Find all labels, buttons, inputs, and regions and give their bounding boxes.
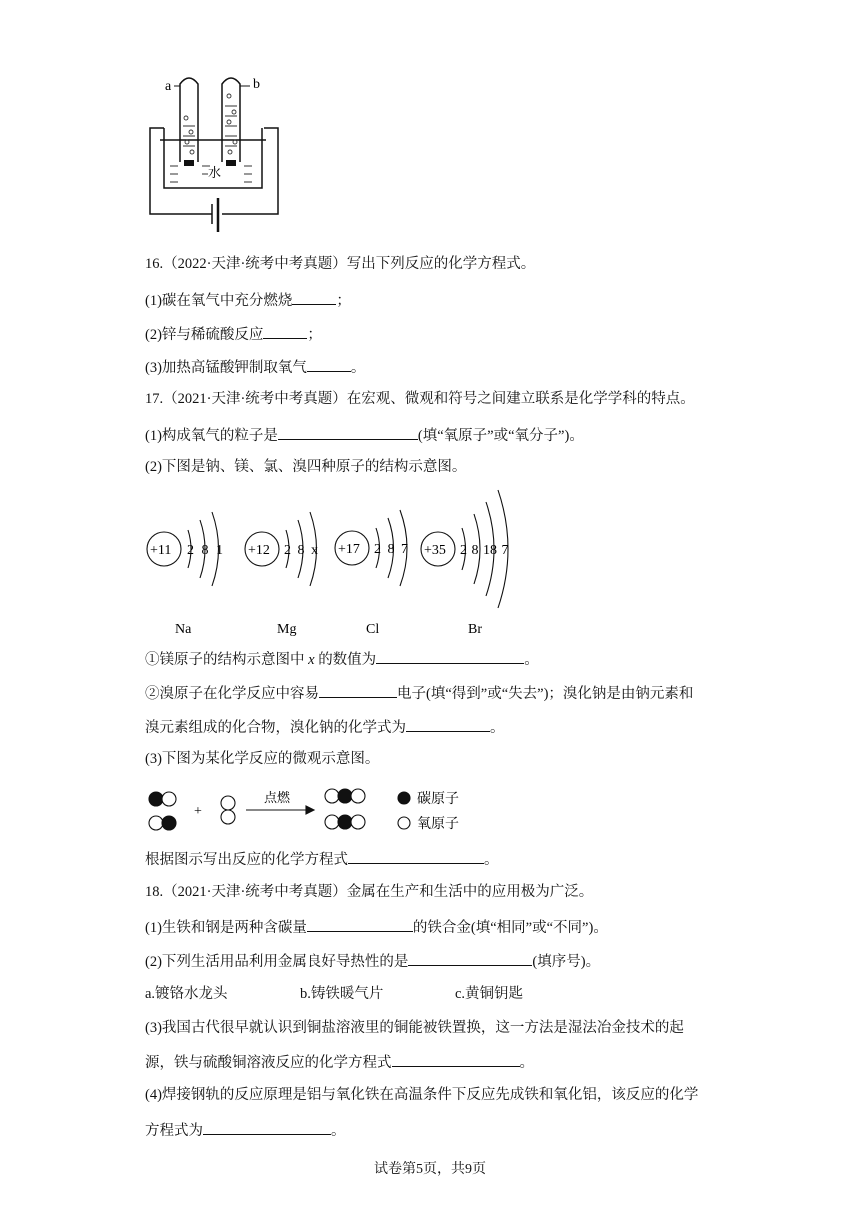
- q18-part3-text-2: 源，铁与硫酸铜溶液反应的化学方程式: [145, 1055, 392, 1071]
- legend-oxygen: 氧原子: [417, 817, 459, 832]
- answer-blank[interactable]: [292, 289, 336, 305]
- q17-part1: [145, 424, 584, 446]
- q18-part4-text-1: (4)焊接钢轨的反应原理是铝与氧化铁在高温条件下反应先成铁和氧化铝，该反应的化学: [145, 1087, 699, 1103]
- answer-blank[interactable]: [278, 424, 418, 440]
- q17-part3-text: (3)下图为某化学反应的微观示意图。: [145, 751, 380, 767]
- q17-sub1-x: x: [308, 652, 315, 668]
- q17-sub2-line1: [145, 682, 693, 704]
- label-b: b: [253, 77, 260, 92]
- q18-part1-text: (1)生铁和钢是两种含碳量: [145, 920, 307, 936]
- q17-part2: [145, 457, 466, 477]
- q17-stem: [145, 389, 695, 409]
- cl-nucleus: +17: [338, 542, 360, 557]
- q18-stem-text: 金属在生产和生活中的应用极为广泛。: [346, 884, 594, 900]
- plus-sign: +: [194, 804, 202, 819]
- br-nucleus: +35: [424, 543, 446, 558]
- answer-blank[interactable]: [307, 916, 413, 932]
- answer-blank[interactable]: [307, 356, 351, 372]
- q16-part1-end: ；: [336, 293, 351, 309]
- answer-blank[interactable]: [319, 682, 397, 698]
- q17-part1-text: (1)构成氧气的粒子是: [145, 428, 278, 444]
- q16-part3-end: 。: [350, 360, 366, 376]
- label-water: 水: [208, 165, 222, 180]
- q17-part3: [145, 749, 379, 769]
- q18-part4-text-2: 方程式为: [145, 1123, 203, 1139]
- q16-number: 16.: [145, 256, 164, 272]
- answer-blank[interactable]: [348, 848, 484, 864]
- na-shells: 2 8 1: [187, 543, 223, 558]
- q16-source: （2022·天津·统考中考真题）: [163, 256, 347, 272]
- q17-sub2-line2: [145, 716, 505, 738]
- q17-part3-ans-text: 根据图示写出反应的化学方程式: [145, 852, 348, 868]
- answer-blank[interactable]: [392, 1051, 520, 1067]
- q17-sub1: [145, 648, 539, 670]
- atom-structure-diagrams: [140, 486, 560, 638]
- q17-stem-text: 在宏观、微观和符号之间建立联系是化学学科的特点。: [346, 391, 695, 407]
- q17-sub2-end: 。: [490, 720, 505, 736]
- q17-part3-answer: [145, 848, 499, 870]
- q18-part4-end: 。: [331, 1123, 346, 1139]
- q18-part2-text: (2)下列生活用品利用金属良好导热性的是: [145, 954, 409, 970]
- q16-stem: [145, 254, 535, 274]
- q17-sub1-end: 。: [524, 652, 539, 668]
- answer-blank[interactable]: [406, 716, 490, 732]
- q18-option-c: c.黄铜钥匙: [455, 986, 524, 1002]
- cl-symbol: Cl: [366, 622, 380, 637]
- q17-sub2-text-b: 电子(填“得到”或“失去”)；溴化钠是由钠元素和: [397, 686, 694, 702]
- q17-sub2-text-c: 溴元素组成的化合物，溴化钠的化学式为: [145, 720, 406, 736]
- q17-sub1-text-a: ①镁原子的结构示意图中: [145, 652, 305, 668]
- q16-part3-text: (3)加热高锰酸钾制取氧气: [145, 360, 307, 376]
- q18-part3-text-1: (3)我国古代很早就认识到铜盐溶液里的铜能被铁置换，这一方法是湿法冶金技术的起: [145, 1020, 684, 1036]
- q18-stem: [145, 882, 593, 902]
- q18-part4-line2: [145, 1119, 346, 1141]
- mg-symbol: Mg: [277, 622, 297, 637]
- q16-part2-text: (2)锌与稀硫酸反应: [145, 327, 264, 343]
- q16-part3: [145, 356, 365, 378]
- answer-blank[interactable]: [408, 950, 532, 966]
- q18-part2-end: (填序号)。: [532, 954, 601, 970]
- q16-part2: [145, 323, 322, 345]
- q17-part2-text: (2)下图是钠、镁、氯、溴四种原子的结构示意图。: [145, 459, 467, 475]
- q18-option-b: b.铸铁暖气片: [300, 986, 384, 1002]
- label-a: a: [165, 79, 172, 94]
- mg-shells: 2 8 x: [284, 543, 318, 558]
- q17-source: （2021·天津·统考中考真题）: [163, 391, 347, 407]
- q16-part1-text: (1)碳在氧气中充分燃烧: [145, 293, 293, 309]
- q18-part1: [145, 916, 608, 938]
- q18-part3-line2: [145, 1051, 534, 1073]
- q18-number: 18.: [145, 884, 164, 900]
- q18-part2: [145, 950, 600, 972]
- electrolysis-apparatus-figure: [140, 66, 290, 236]
- answer-blank[interactable]: [376, 648, 524, 664]
- reaction-condition: 点燃: [264, 790, 291, 805]
- na-nucleus: +11: [150, 543, 172, 558]
- q18-part3-line1: [145, 1018, 684, 1038]
- legend-carbon: 碳原子: [417, 792, 459, 807]
- br-shells: 2 8 18 7: [460, 543, 509, 558]
- q16-stem-text: 写出下列反应的化学方程式。: [346, 256, 536, 272]
- q18-part1-end: 的铁合金(填“相同”或“不同”)。: [412, 920, 608, 936]
- answer-blank[interactable]: [203, 1119, 331, 1135]
- q18-part4-line1: [145, 1085, 698, 1105]
- q17-number: 17.: [145, 391, 164, 407]
- q18-option-a: a.镀铬水龙头: [145, 986, 228, 1002]
- mg-nucleus: +12: [248, 543, 270, 558]
- answer-blank[interactable]: [263, 323, 307, 339]
- q18-part3-end: 。: [519, 1055, 534, 1071]
- q17-sub2-text-a: ②溴原子在化学反应中容易: [145, 686, 319, 702]
- q17-sub1-text-b: 的数值为: [318, 652, 377, 668]
- q16-part2-end: ；: [307, 327, 322, 343]
- q16-part1: [145, 289, 351, 311]
- q17-part1-end: (填“氧原子”或“氧分子”)。: [417, 428, 584, 444]
- cl-shells: 2 8 7: [374, 542, 408, 557]
- reaction-micro-diagram: [140, 782, 480, 838]
- na-symbol: Na: [175, 622, 192, 637]
- q17-part3-ans-end: 。: [484, 852, 499, 868]
- q18-source: （2021·天津·统考中考真题）: [163, 884, 347, 900]
- page-footer: 试卷第5页，共9页: [374, 1162, 486, 1177]
- br-symbol: Br: [468, 622, 482, 637]
